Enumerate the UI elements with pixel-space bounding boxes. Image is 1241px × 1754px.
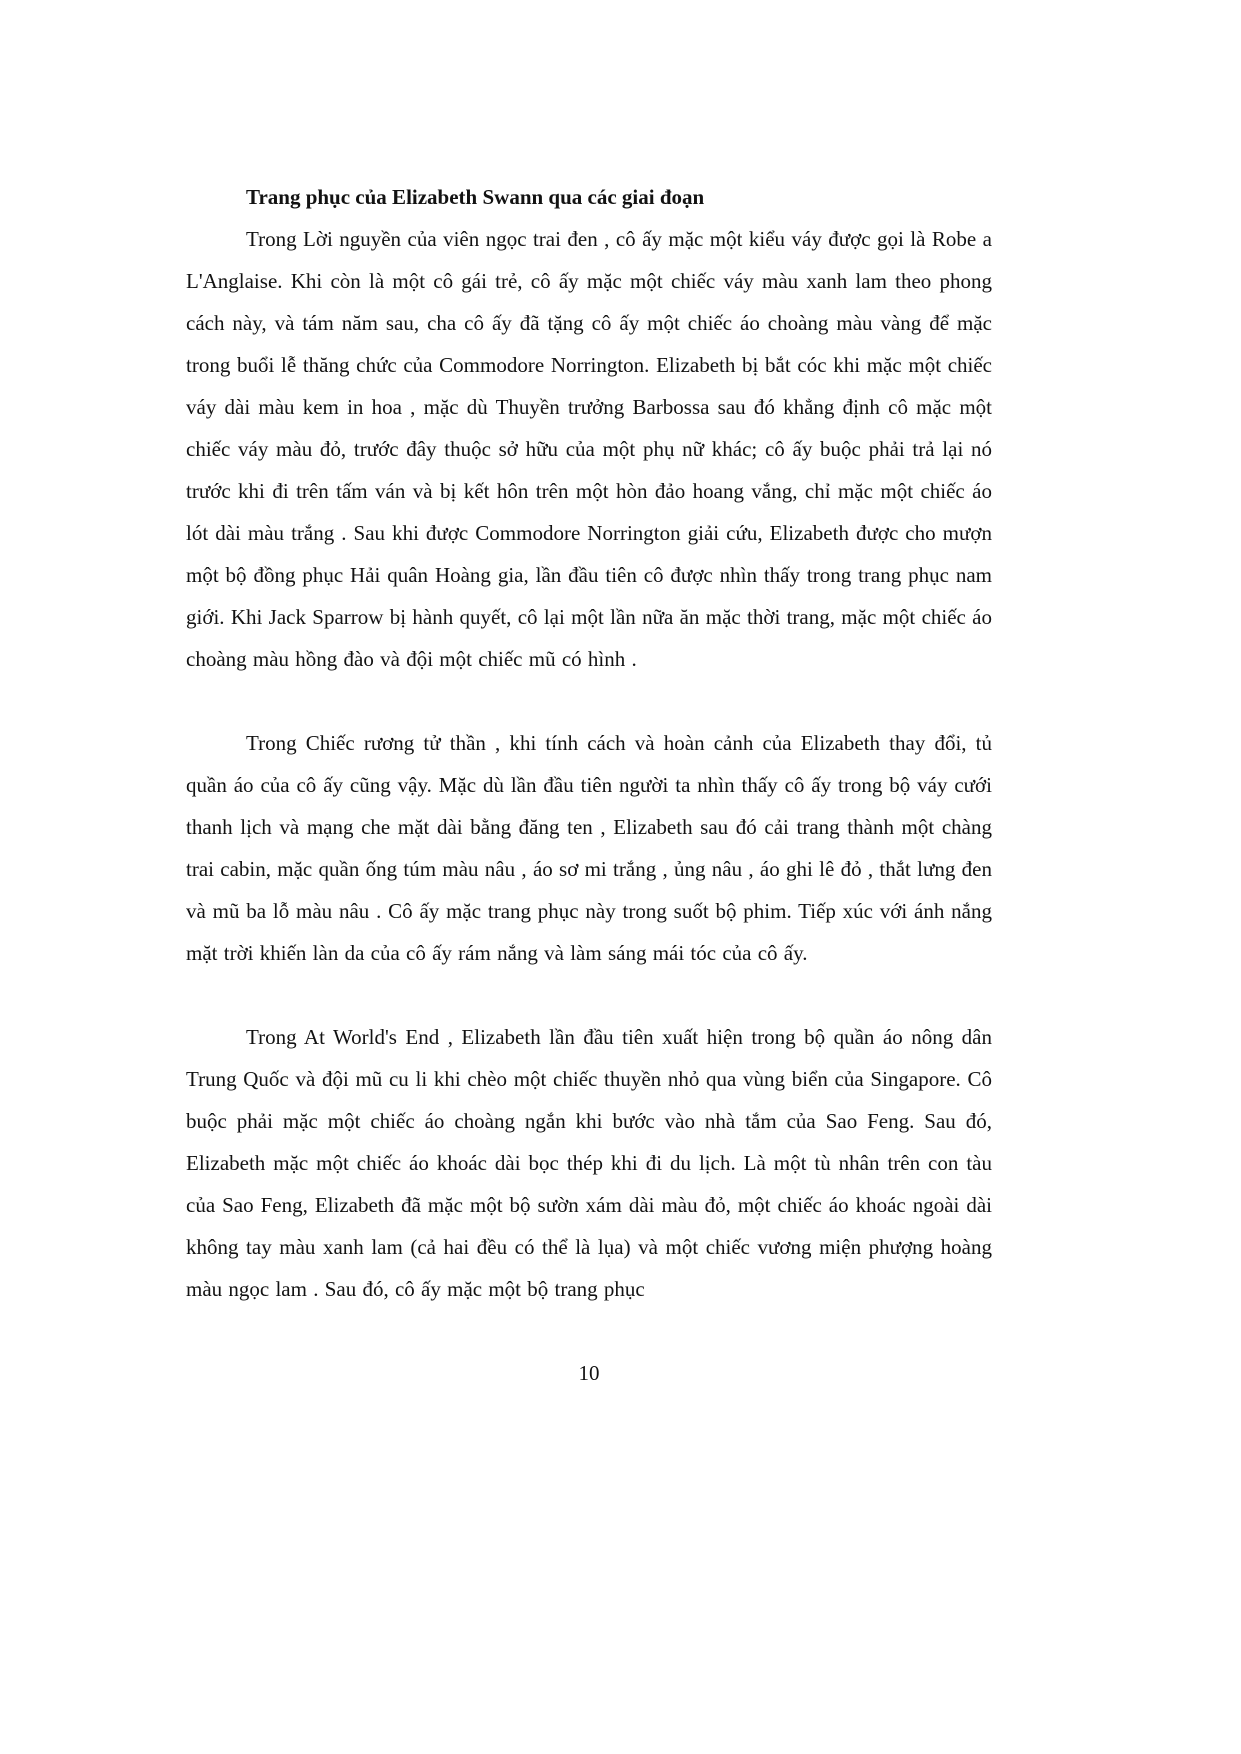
paragraph-costumes-dead-mans-chest: Trong Chiếc rương tử thần , khi tính cách và hoàn cảnh của Elizabeth thay đổi, tủ quần áo của cô ấy cũng vậy. Mặc dù lần đầu tiên người ta nhìn thấy cô ấy trong bộ váy cưới thanh lịch và mạng che mặt dài bằng đăng ten , Elizabeth sau đó cải trang thành một chàng trai cabin, mặc quần ống túm màu nâu , áo sơ mi trắng , ủng nâu , áo ghi lê đỏ , thắt lưng đen và mũ ba lỗ màu nâu . Cô ấy mặc trang phục này trong suốt bộ phim. Tiếp xúc với ánh nắng mặt trời khiến làn da của cô ấy rám nắng và làm sáng mái tóc của cô ấy. [186, 731, 992, 965]
document-heading: Trang phục của Elizabeth Swann qua các giai đoạn [246, 185, 705, 209]
document-body [186, 176, 992, 1352]
paragraph-costumes-at-worlds-end: Trong At World's End , Elizabeth lần đầu tiên xuất hiện trong bộ quần áo nông dân Trung Quốc và đội mũ cu li khi chèo một chiếc thuyền nhỏ qua vùng biển của Singapore. Cô buộc phải mặc một chiếc áo choàng ngắn khi bước vào nhà tắm của Sao Feng. Sau đó, Elizabeth mặc một chiếc áo khoác dài bọc thép khi đi du lịch. Là một tù nhân trên con tàu của Sao Feng, Elizabeth đã mặc một bộ sườn xám dài màu đỏ, một chiếc áo khoác ngoài dài không tay màu xanh lam (cả hai đều có thể là lụa) và một chiếc vương miện phượng hoàng màu ngọc lam . Sau đó, cô ấy mặc một bộ trang phục [186, 1025, 992, 1301]
page-number: 10 [578, 1361, 600, 1385]
paragraph-costumes-curse-of-black-pearl: Trong Lời nguyền của viên ngọc trai đen , cô ấy mặc một kiểu váy được gọi là Robe a L'Anglaise. Khi còn là một cô gái trẻ, cô ấy mặc một chiếc váy màu xanh lam theo phong cách này, và tám năm sau, cha cô ấy đã tặng cô ấy một chiếc áo choàng màu vàng để mặc trong buổi lễ thăng chức của Commodore Norrington. Elizabeth bị bắt cóc khi mặc một chiếc váy dài màu kem in hoa , mặc dù Thuyền trưởng Barbossa sau đó khẳng định cô mặc một chiếc váy màu đỏ, trước đây thuộc sở hữu của một phụ nữ khác; cô ấy buộc phải trả lại nó trước khi đi trên tấm ván và bị kết hôn trên một hòn đảo hoang vắng, chỉ mặc một chiếc áo lót dài màu trắng . Sau khi được Commodore Norrington giải cứu, Elizabeth được cho mượn một bộ đồng phục Hải quân Hoàng gia, lần đầu tiên cô được nhìn thấy trong trang phục nam giới. Khi Jack Sparrow bị hành quyết, cô lại một lần nữa ăn mặc thời trang, mặc một chiếc áo choàng màu hồng đào và đội một chiếc mũ có hình . [186, 227, 992, 671]
